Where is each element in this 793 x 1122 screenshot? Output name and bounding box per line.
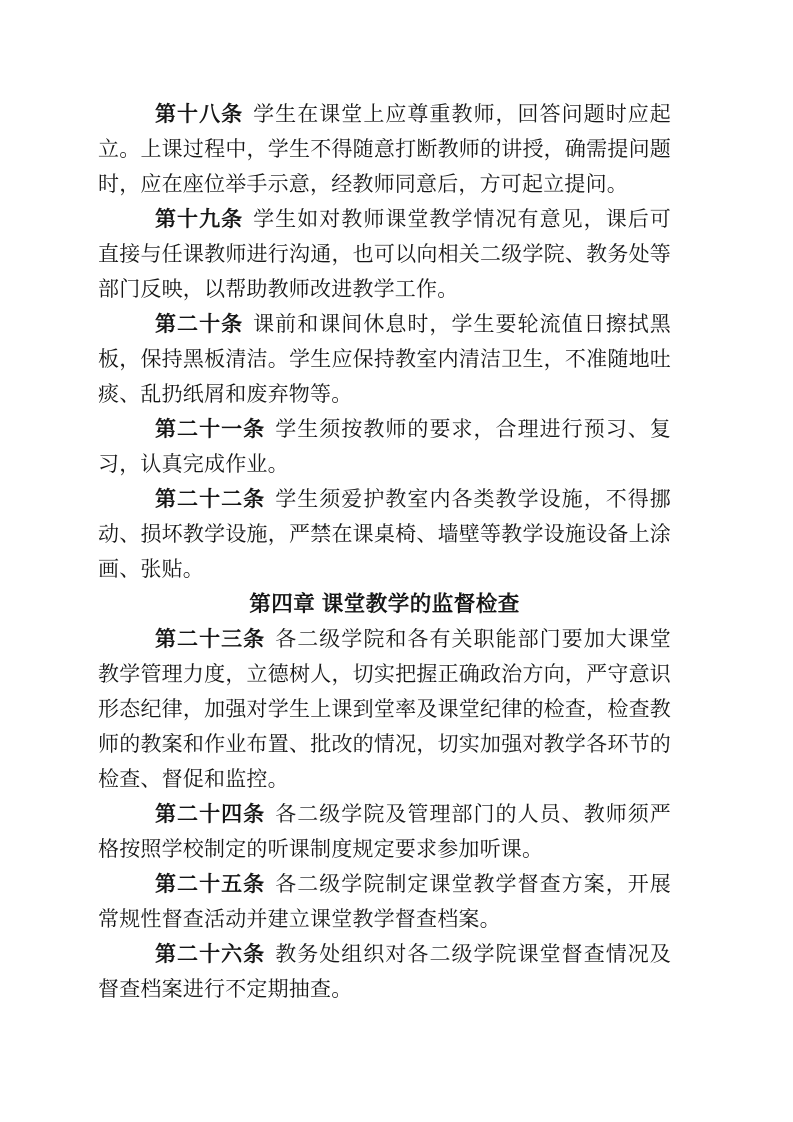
article-paragraph <box>98 482 671 587</box>
article-paragraph <box>98 307 671 412</box>
article-number: 第二十条 <box>155 313 244 336</box>
article-paragraph <box>98 412 671 482</box>
article-text: 各二级学院制定课堂教学督查方案，开展常规性督查活动并建立课堂教学督查档案。 <box>98 872 671 931</box>
chapter-heading: 第四章 课堂教学的监督检查 <box>249 592 520 616</box>
article-text: 学生在课堂上应尊重教师，回答问题时应起立。上课过程中，学生不得随意打断教师的讲授，确需提问题时，应在座位举手示意，经教师同意后，方可起立提问。 <box>98 102 671 196</box>
article-number: 第二十三条 <box>155 628 266 651</box>
article-number: 第二十五条 <box>155 873 266 896</box>
article-paragraph <box>98 797 671 867</box>
article-number: 第二十四条 <box>155 803 266 826</box>
article-text: 教务处组织对各二级学院课堂督查情况及督查档案进行不定期抽查。 <box>98 942 671 1001</box>
article-paragraph <box>98 867 671 937</box>
article-text: 各二级学院和各有关职能部门要加大课堂教学管理力度，立德树人，切实把握正确政治方向，严守意识形态纪律，加强对学生上课到堂率及课堂纪律的检查，检查教师的教案和作业布置、批改的情况，切实加强对教学各环节的检查、督促和监控。 <box>98 627 671 791</box>
article-number: 第二十六条 <box>155 943 266 966</box>
article-number: 第二十一条 <box>155 418 266 441</box>
article-number: 第二十二条 <box>155 488 266 511</box>
article-number: 第十八条 <box>155 103 244 126</box>
article-text: 学生如对教师课堂教学情况有意见，课后可直接与任课教师进行沟通，也可以向相关二级学院、教务处等部门反映，以帮助教师改进教学工作。 <box>98 207 671 301</box>
article-text: 学生须按教师的要求，合理进行预习、复习，认真完成作业。 <box>98 417 671 476</box>
article-paragraph <box>98 622 671 797</box>
article-paragraph <box>98 937 671 1007</box>
article-number: 第十九条 <box>155 208 244 231</box>
article-text: 课前和课间休息时，学生要轮流值日擦拭黑板，保持黑板清洁。学生应保持教室内清洁卫生，不准随地吐痰、乱扔纸屑和废弃物等。 <box>98 312 671 406</box>
article-text: 各二级学院及管理部门的人员、教师须严格按照学校制定的听课制度规定要求参加听课。 <box>98 802 671 861</box>
article-text: 学生须爱护教室内各类教学设施，不得挪动、损坏教学设施，严禁在课桌椅、墙壁等教学设施设备上涂画、张贴。 <box>98 487 671 581</box>
article-paragraph <box>98 202 671 307</box>
article-paragraph <box>98 97 671 202</box>
